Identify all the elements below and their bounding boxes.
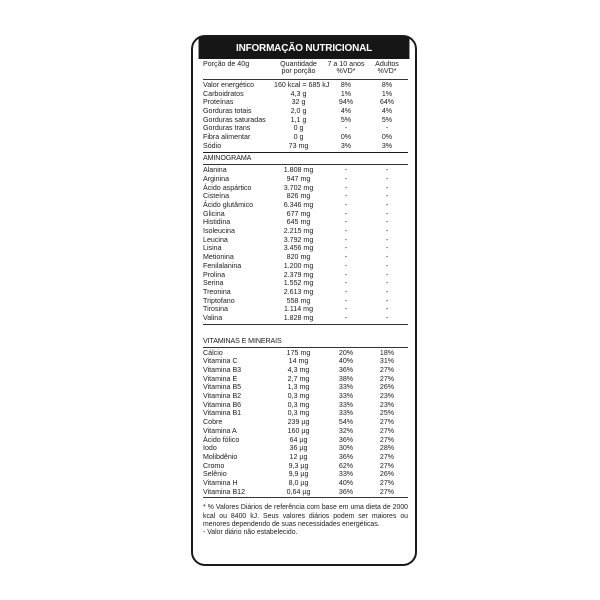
- table-row: [203, 288, 408, 297]
- row-dv-adults: 27%: [379, 435, 395, 444]
- row-dv-children: 94%: [338, 98, 354, 107]
- row-quantity: 160 µg: [287, 426, 310, 435]
- table-row: [203, 271, 408, 280]
- row-dv-adults: -: [385, 244, 389, 253]
- table-row: [203, 81, 408, 90]
- table-row: [203, 444, 408, 453]
- row-name: Valina: [203, 314, 223, 323]
- row-dv-adults: -: [385, 218, 389, 227]
- row-name: Vitamina C: [203, 357, 238, 366]
- table-row: [203, 314, 408, 323]
- row-dv-children: 36%: [338, 435, 354, 444]
- row-quantity: 3.456 mg: [283, 244, 314, 253]
- row-dv-children: -: [344, 270, 348, 279]
- row-dv-children: -: [344, 305, 348, 314]
- row-quantity: 3.792 mg: [283, 235, 314, 244]
- row-name: Gorduras saturadas: [203, 115, 266, 124]
- row-dv-adults: 1%: [381, 89, 393, 98]
- row-dv-children: 33%: [338, 400, 354, 409]
- adults-dv-header: [369, 61, 405, 76]
- row-quantity: 0,64 µg: [286, 487, 311, 496]
- row-dv-adults: 27%: [379, 452, 395, 461]
- row-quantity: 175 mg: [286, 348, 311, 357]
- row-dv-adults: 27%: [379, 365, 395, 374]
- row-quantity: 6.346 mg: [283, 200, 314, 209]
- row-quantity: 677 mg: [286, 209, 311, 218]
- children-dv-header: [323, 61, 369, 76]
- table-row: [203, 479, 408, 488]
- table-row: [203, 192, 408, 201]
- divider: [203, 347, 408, 348]
- row-dv-children: 40%: [338, 479, 354, 488]
- row-quantity: 2.613 mg: [283, 287, 314, 296]
- row-dv-adults: -: [385, 124, 389, 133]
- row-dv-children: 1%: [340, 89, 352, 98]
- vitamins-title: VITAMINAS E MINERAIS: [203, 336, 282, 345]
- row-quantity: 820 mg: [286, 253, 311, 262]
- row-name: Serina: [203, 279, 224, 288]
- row-quantity: 2.379 mg: [283, 270, 314, 279]
- table-row: [203, 453, 408, 462]
- row-dv-children: -: [344, 287, 348, 296]
- row-dv-adults: 18%: [379, 348, 395, 357]
- row-dv-children: -: [344, 192, 348, 201]
- row-dv-adults: -: [385, 209, 389, 218]
- row-dv-adults: -: [385, 261, 389, 270]
- table-row: [203, 470, 408, 479]
- table-row: [203, 297, 408, 306]
- table-row: [203, 418, 408, 427]
- row-name: Vitamina H: [203, 479, 238, 488]
- table-row: [203, 401, 408, 410]
- row-dv-children: 38%: [338, 374, 354, 383]
- row-dv-children: -: [344, 209, 348, 218]
- nutrients-table: [203, 81, 408, 151]
- row-dv-adults: 31%: [379, 357, 395, 366]
- row-dv-children: 33%: [338, 409, 354, 418]
- row-quantity: 14 mg: [288, 357, 309, 366]
- vitamins-table: [203, 349, 408, 497]
- row-quantity: 73 mg: [288, 141, 309, 150]
- row-name: Metionina: [203, 253, 234, 262]
- row-dv-adults: -: [385, 227, 389, 236]
- row-quantity: 1.114 mg: [283, 305, 314, 314]
- row-dv-children: 36%: [338, 487, 354, 496]
- row-quantity: 0,3 mg: [287, 392, 310, 401]
- row-quantity: 36 µg: [289, 444, 308, 453]
- row-quantity: 4,3 g: [290, 89, 307, 98]
- row-dv-children: -: [344, 296, 348, 305]
- row-dv-adults: 27%: [379, 479, 395, 488]
- row-dv-children: 36%: [338, 452, 354, 461]
- row-quantity: 1,3 mg: [287, 383, 310, 392]
- row-quantity: 4,3 mg: [287, 365, 310, 374]
- row-quantity: 826 mg: [286, 192, 311, 201]
- row-name: Selênio: [203, 470, 227, 479]
- row-name: Vitamina B5: [203, 383, 242, 392]
- row-name: Cobre: [203, 418, 223, 427]
- row-name: Vitamina B1: [203, 409, 242, 418]
- row-name: Ácido glutâmico: [203, 200, 254, 209]
- divider: [203, 79, 408, 80]
- row-dv-children: -: [344, 253, 348, 262]
- row-quantity: 0 g: [293, 133, 304, 142]
- footnote: [203, 504, 408, 537]
- row-quantity: 9,3 µg: [288, 461, 309, 470]
- row-dv-adults: 25%: [379, 409, 395, 418]
- divider: [203, 497, 408, 498]
- row-dv-children: -: [344, 166, 348, 175]
- row-name: Cisteína: [203, 192, 230, 201]
- table-row: [203, 201, 408, 210]
- row-quantity: 1.828 mg: [283, 314, 314, 323]
- row-dv-children: 33%: [338, 383, 354, 392]
- row-dv-adults: 26%: [379, 470, 395, 479]
- row-quantity: 239 µg: [287, 418, 310, 427]
- row-dv-adults: -: [385, 314, 389, 323]
- table-row: [203, 436, 408, 445]
- table-row: [203, 383, 408, 392]
- table-row: [203, 349, 408, 358]
- row-dv-adults: 23%: [379, 392, 395, 401]
- table-row: [203, 488, 408, 497]
- row-dv-children: -: [344, 314, 348, 323]
- row-dv-adults: 0%: [381, 133, 393, 142]
- row-dv-adults: -: [385, 279, 389, 288]
- row-dv-children: -: [344, 200, 348, 209]
- table-row: [203, 462, 408, 471]
- row-name: Carboidratos: [203, 89, 244, 98]
- table-row: [203, 262, 408, 271]
- row-dv-children: 30%: [338, 444, 354, 453]
- label-content: [193, 59, 415, 537]
- table-row: [203, 116, 408, 125]
- row-quantity: 2.215 mg: [283, 227, 314, 236]
- row-name: Ácido aspártico: [203, 183, 252, 192]
- row-quantity: 2,7 mg: [287, 374, 310, 383]
- children-dv-header-line2: %VD*: [336, 67, 356, 76]
- row-dv-children: 33%: [338, 392, 354, 401]
- adults-dv-header-line1: Adultos: [375, 60, 399, 68]
- row-name: Valor energético: [203, 80, 255, 89]
- table-row: [203, 427, 408, 436]
- row-dv-children: -: [344, 279, 348, 288]
- row-name: Prolina: [203, 270, 226, 279]
- table-row: [203, 90, 408, 99]
- portion-header: Porção de 40g: [203, 60, 250, 68]
- row-quantity: 0,3 mg: [287, 400, 310, 409]
- row-quantity: 64 µg: [289, 435, 308, 444]
- row-quantity: 0 g: [293, 124, 304, 133]
- children-dv-header-line1: 7 a 10 anos: [327, 60, 365, 68]
- row-quantity: 12 µg: [289, 452, 308, 461]
- table-row: [203, 133, 408, 142]
- row-name: Cromo: [203, 461, 225, 470]
- row-dv-adults: -: [385, 287, 389, 296]
- table-row: [203, 236, 408, 245]
- row-dv-adults: -: [385, 200, 389, 209]
- row-name: Proteínas: [203, 98, 234, 107]
- row-dv-adults: 3%: [381, 141, 393, 150]
- row-name: Glicina: [203, 209, 225, 218]
- divider: [203, 164, 408, 165]
- row-dv-children: -: [344, 174, 348, 183]
- nutrition-label: [191, 35, 417, 566]
- row-name: Lisina: [203, 244, 222, 253]
- row-name: Arginina: [203, 174, 230, 183]
- row-name: Histidina: [203, 218, 231, 227]
- qty-header: [274, 61, 323, 76]
- row-dv-adults: -: [385, 183, 389, 192]
- row-name: Vitamina A: [203, 426, 237, 435]
- row-dv-children: 33%: [338, 470, 354, 479]
- row-dv-children: 20%: [338, 348, 354, 357]
- table-row: [203, 124, 408, 133]
- row-dv-adults: -: [385, 192, 389, 201]
- table-row: [203, 218, 408, 227]
- adults-dv-header-line2: %VD*: [377, 67, 397, 76]
- row-dv-children: -: [344, 183, 348, 192]
- row-dv-children: 4%: [340, 106, 352, 115]
- row-dv-children: 3%: [340, 141, 352, 150]
- aminogram-table: [203, 166, 408, 323]
- row-name: Triptofano: [203, 296, 235, 305]
- row-dv-children: 40%: [338, 357, 354, 366]
- table-row: [203, 253, 408, 262]
- row-dv-adults: 27%: [379, 487, 395, 496]
- row-dv-adults: 4%: [381, 106, 393, 115]
- row-dv-adults: 27%: [379, 374, 395, 383]
- row-name: Vitamina B12: [203, 487, 246, 496]
- row-dv-adults: 26%: [379, 383, 395, 392]
- row-name: Alanina: [203, 166, 227, 175]
- table-row: [203, 210, 408, 219]
- row-name: Sódio: [203, 141, 222, 150]
- row-quantity: 947 mg: [286, 174, 311, 183]
- row-dv-adults: -: [385, 296, 389, 305]
- row-name: Vitamina E: [203, 374, 238, 383]
- row-dv-children: -: [344, 124, 348, 133]
- row-dv-children: -: [344, 235, 348, 244]
- row-dv-children: 36%: [338, 365, 354, 374]
- table-row: [203, 184, 408, 193]
- row-quantity: 3.702 mg: [283, 183, 314, 192]
- footnote-not-established: - Valor diário não estabelecido.: [203, 529, 298, 537]
- row-name: Ácido fólico: [203, 435, 240, 444]
- row-name: Vitamina B3: [203, 365, 242, 374]
- row-name: Tirosina: [203, 305, 228, 314]
- row-dv-adults: -: [385, 253, 389, 262]
- table-row: [203, 244, 408, 253]
- row-dv-adults: -: [385, 270, 389, 279]
- row-quantity: 0,3 mg: [287, 409, 310, 418]
- row-dv-adults: -: [385, 174, 389, 183]
- row-quantity: 1,1 g: [290, 115, 307, 124]
- row-dv-children: -: [344, 218, 348, 227]
- row-name: Gorduras trans: [203, 124, 251, 133]
- row-name: Isoleucina: [203, 227, 235, 236]
- row-dv-children: -: [344, 261, 348, 270]
- row-name: Gorduras totais: [203, 106, 252, 115]
- table-row: [203, 305, 408, 314]
- row-quantity: 160 kcal = 685 kJ: [274, 80, 330, 89]
- label-title: INFORMAÇÃO NUTRICIONAL: [199, 37, 410, 59]
- row-name: Vitamina B2: [203, 392, 242, 401]
- row-dv-children: 8%: [340, 80, 352, 89]
- qty-header-line2: por porção: [281, 67, 316, 76]
- row-name: Molibdênio: [203, 452, 238, 461]
- row-dv-children: -: [344, 227, 348, 236]
- row-quantity: 9,9 µg: [288, 470, 309, 479]
- row-quantity: 1.808 mg: [283, 166, 314, 175]
- row-name: Cálcio: [203, 348, 223, 357]
- table-row: [203, 392, 408, 401]
- row-dv-adults: 28%: [379, 444, 395, 453]
- row-quantity: 1.552 mg: [283, 279, 314, 288]
- row-name: Leucina: [203, 235, 228, 244]
- row-dv-children: 32%: [338, 426, 354, 435]
- table-row: [203, 366, 408, 375]
- row-quantity: 8,0 µg: [288, 479, 309, 488]
- table-row: [203, 409, 408, 418]
- table-row: [203, 227, 408, 236]
- table-row: [203, 98, 408, 107]
- row-dv-adults: -: [385, 235, 389, 244]
- column-headers: [203, 61, 408, 76]
- row-dv-adults: 27%: [379, 418, 395, 427]
- table-row: [203, 357, 408, 366]
- table-row: [203, 175, 408, 184]
- row-dv-adults: 27%: [379, 426, 395, 435]
- table-row: [203, 107, 408, 116]
- row-name: Fibra alimentar: [203, 133, 251, 142]
- qty-header-line1: Quantidade: [280, 60, 317, 68]
- row-name: Treonina: [203, 287, 231, 296]
- table-row: [203, 279, 408, 288]
- row-name: Iodo: [203, 444, 217, 453]
- row-dv-adults: 27%: [379, 461, 395, 470]
- divider-thick: [203, 152, 408, 153]
- row-name: Vitamina B6: [203, 400, 242, 409]
- row-dv-adults: 8%: [381, 80, 393, 89]
- row-dv-children: 5%: [340, 115, 352, 124]
- row-dv-children: 62%: [338, 461, 354, 470]
- row-name: Fenilalanina: [203, 261, 242, 270]
- row-quantity: 645 mg: [286, 218, 311, 227]
- row-dv-children: 54%: [338, 418, 354, 427]
- table-row: [203, 142, 408, 151]
- table-row: [203, 166, 408, 175]
- table-row: [203, 375, 408, 384]
- row-dv-children: -: [344, 244, 348, 253]
- divider: [203, 324, 408, 325]
- row-dv-adults: -: [385, 305, 389, 314]
- row-dv-adults: -: [385, 166, 389, 175]
- row-quantity: 2,0 g: [290, 106, 307, 115]
- row-dv-children: 0%: [340, 133, 352, 142]
- row-dv-adults: 23%: [379, 400, 395, 409]
- row-dv-adults: 64%: [379, 98, 395, 107]
- footnote-reference: * % Valores Diários de referência com base em uma dieta de 2000 kcal ou 8400 kJ. Seus valores diários podem ser maiores ou menores dependendo de suas necessidades energéticas.: [203, 504, 408, 528]
- row-quantity: 558 mg: [286, 296, 311, 305]
- aminogram-title: AMINOGRAMA: [203, 154, 252, 163]
- row-dv-adults: 5%: [381, 115, 393, 124]
- row-quantity: 1.200 mg: [283, 261, 314, 270]
- row-quantity: 32 g: [291, 98, 306, 107]
